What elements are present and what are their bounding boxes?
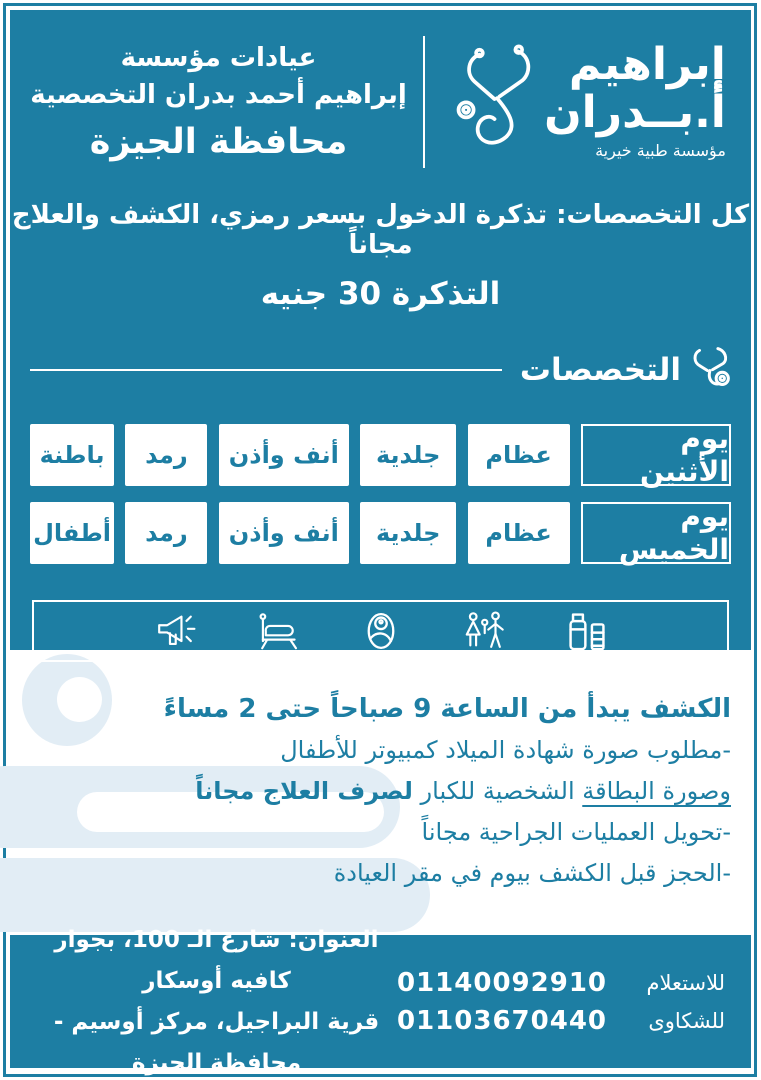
inquiries-phone-number: 01140092910 xyxy=(397,967,607,998)
schedule-row-thursday xyxy=(30,502,731,564)
bed-icon xyxy=(255,608,301,654)
services-icons-strip xyxy=(32,600,729,662)
foundation-logo xyxy=(435,39,737,162)
complaints-phone-number: 01103670440 xyxy=(397,1005,607,1036)
specialty-cell: أنف وأذن xyxy=(219,424,349,486)
clinic-title-block xyxy=(24,40,413,164)
specialty-cell: جلدية xyxy=(360,502,456,564)
contact-row-complaints xyxy=(397,1006,725,1036)
contacts-block xyxy=(397,968,725,1036)
inquiries-label: للاستعلام xyxy=(646,970,725,995)
logo-tagline: مؤسسة طبية خيرية xyxy=(595,141,726,160)
specialty-cell: رمد xyxy=(125,502,207,564)
medicine-icon xyxy=(564,608,610,654)
watermark-ring xyxy=(22,654,112,746)
pricing-line2: التذكرة 30 جنيه xyxy=(260,276,501,312)
day-label-monday: يوم الأثنين xyxy=(581,424,731,486)
specialties-title: التخصصات xyxy=(519,352,681,388)
top-panel xyxy=(10,10,751,650)
stethoscope-small-icon xyxy=(689,346,731,394)
info-note-id-card: وصورة البطاقة الشخصية للكبار لصرف العلاج مجاناً xyxy=(195,777,731,805)
exam-hours-headline: الكشف يبدأ من الساعة 9 صباحاً حتى 2 مساءً xyxy=(163,694,731,724)
fetus-icon xyxy=(358,608,404,654)
contact-row-inquiries xyxy=(397,968,725,998)
info-note-surgery: -تحويل العمليات الجراحية مجاناً xyxy=(421,818,731,846)
clinic-title-line1: عيادات مؤسسة xyxy=(120,43,317,73)
stethoscope-icon xyxy=(446,43,538,161)
address-line1: العنوان: شارع الـ 100، بجوار كافيه أوسكار xyxy=(54,926,379,994)
header-divider xyxy=(423,36,425,168)
specialty-cell: عظام xyxy=(468,424,570,486)
underlined-text: وصورة البطاقة xyxy=(582,777,731,805)
complaints-label: للشكاوى xyxy=(648,1008,725,1033)
specialty-cell: عظام xyxy=(468,502,570,564)
info-note-birth-certificate: -مطلوب صورة شهادة الميلاد كمبيوتر للأطفال xyxy=(280,736,731,764)
schedule-row-monday xyxy=(30,424,731,486)
specialty-cell: رمد xyxy=(125,424,207,486)
family-icon xyxy=(461,608,507,654)
specialty-cell: أنف وأذن xyxy=(219,502,349,564)
footer-panel xyxy=(10,926,751,1076)
pricing-line1: كل التخصصات: تذكرة الدخول بسعر رمزي، الكشف والعلاج مجاناً xyxy=(11,200,750,260)
logo-text xyxy=(544,39,726,162)
specialties-section-header xyxy=(30,346,731,394)
day-label-thursday: يوم الخميس xyxy=(581,502,731,564)
specialty-cell: جلدية xyxy=(360,424,456,486)
pricing-banner xyxy=(10,200,751,312)
specialty-cell: أطفال xyxy=(30,502,114,564)
specialty-cell: باطنة xyxy=(30,424,114,486)
address-block xyxy=(36,920,397,1080)
clinic-title-line2: إبراهيم أحمد بدران التخصصية xyxy=(30,80,407,110)
specialties-rule-line xyxy=(30,369,502,371)
governorate-title: محافظة الجيزة xyxy=(89,122,348,162)
logo-name-line2: أ.بــدران xyxy=(544,87,726,138)
megaphone-icon xyxy=(152,608,198,654)
header xyxy=(10,10,751,168)
logo-name-line1: إبراهيم xyxy=(568,39,726,90)
bold-free-treatment: لصرف العلاج مجاناً xyxy=(195,777,413,805)
info-section xyxy=(164,688,731,894)
info-note-booking: -الحجز قبل الكشف بيوم في مقر العيادة xyxy=(333,859,731,887)
address-line2: قرية البراجيل، مركز أوسيم - محافظة الجيزة xyxy=(53,1008,380,1076)
